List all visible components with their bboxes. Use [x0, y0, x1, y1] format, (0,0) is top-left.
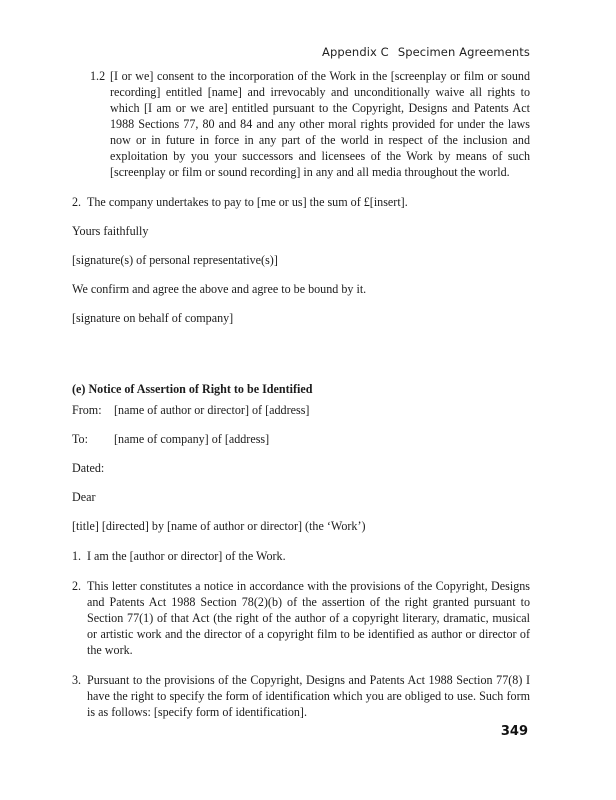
clause-2	[72, 194, 530, 210]
header-appendix: Appendix C	[321, 45, 389, 59]
notice-item-text: This letter constitutes a notice in accordance with the provisions of the Copyright, Designs and Patents Act 1988 Section 78(2)(b) of the assertion of the right granted pursuant to Section 77(1) of that Act (the right of the author of a copyright literary, dramatic, musical or artistic work and the director of a copyright film to be identified as author or director of the work.	[87, 579, 530, 657]
notice-item-2	[72, 578, 530, 658]
clause-number: 1.2	[90, 69, 106, 83]
section-heading: (e) Notice of Assertion of Right to be Identified	[72, 382, 313, 396]
notice-item-text: Pursuant to the provisions of the Copyright, Designs and Patents Act 1988 Section 77(8) I have the right to specify the form of identification which you are obliged to use. Such form is as follows: [specify form of identification].	[87, 673, 530, 719]
header-section: Specimen Agreements	[397, 45, 530, 59]
to-value: [name of company] of [address]	[114, 432, 270, 446]
notice-item-1	[72, 548, 530, 564]
notice-item-number: 2.	[72, 579, 82, 593]
notice-item-number: 1.	[72, 549, 82, 563]
from-label: From:	[72, 403, 102, 417]
clause-number: 2.	[72, 195, 82, 209]
from-row	[72, 402, 530, 418]
notice-item-number: 3.	[72, 673, 82, 687]
closing-line: Yours faithfully	[72, 224, 149, 238]
signature-reps-placeholder: [signature(s) of personal representative(s)]	[72, 253, 278, 267]
work-title-line: [title] [directed] by [name of author or director] (the ‘Work’)	[72, 519, 366, 533]
clause-text: [I or we] consent to the incorporation of the Work in the [screenplay or film or sound recording] entitled [name] and irrevocably and unconditionally waive all rights to which [I am or we are] entitled pursuant to the Copyright, Designs and Patents Act 1988 Sections 77, 80 and 84 and any other moral rights provided for under the laws now or in future in force in any part of the world in respect of the inclusion and exploitation by you your successors and licensees of the Work by means of such [screenplay or film or sound recording] in any and all media throughout the world.	[110, 69, 530, 179]
body-text	[72, 68, 530, 720]
notice-item-text: I am the [author or director] of the Work.	[87, 549, 286, 563]
clause-1-2	[72, 68, 530, 180]
to-label: To:	[72, 432, 88, 446]
clause-text: The company undertakes to pay to [me or us] the sum of £[insert].	[87, 195, 408, 209]
to-row	[72, 431, 530, 447]
signature-company-placeholder: [signature on behalf of company]	[72, 311, 234, 325]
from-value: [name of author or director] of [address]	[114, 403, 310, 417]
salutation: Dear	[72, 490, 96, 504]
confirm-line: We confirm and agree the above and agree to be bound by it.	[72, 282, 367, 296]
page-number: 349	[500, 724, 528, 739]
dated-line: Dated:	[72, 461, 105, 475]
notice-item-3	[72, 672, 530, 720]
running-header	[322, 45, 530, 59]
